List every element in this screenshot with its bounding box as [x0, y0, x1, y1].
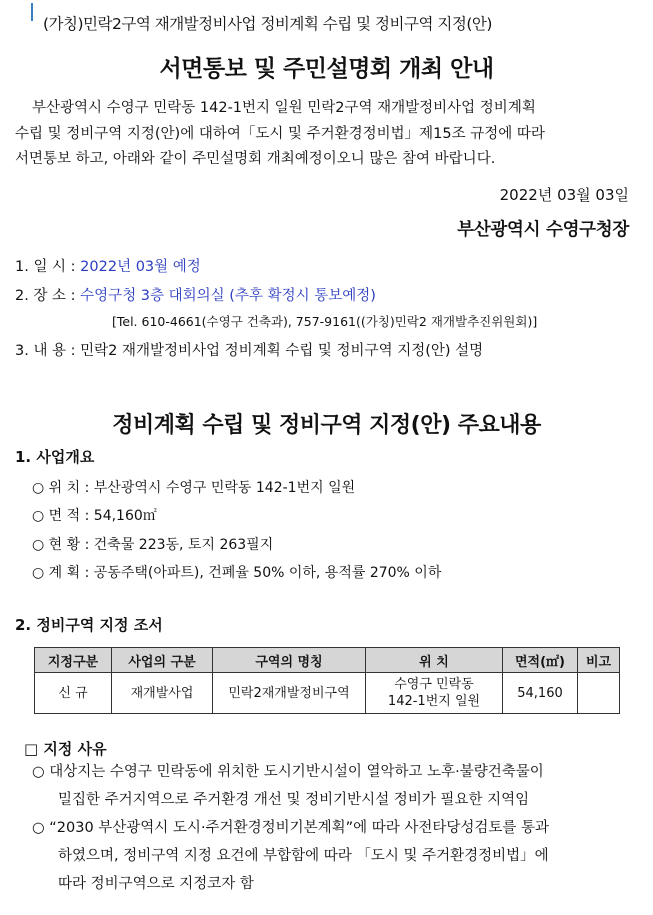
schedule-item-place — [15, 284, 376, 305]
schedule-item-content — [15, 339, 483, 360]
notice-body-line: 부산광역시 수영구 민락동 142-1번지 일원 민락2구역 재개발정비사업 정비계획 — [32, 100, 536, 116]
notice-date: 2022년 03월 03일 — [499, 186, 629, 204]
table-cell: 재개발사업 — [112, 673, 213, 714]
notice-body-line: 서면통보 하고, 아래와 같이 주민설명회 개최예정이오니 많은 참여 바랍니다. — [15, 151, 496, 167]
table-cell — [578, 673, 620, 714]
project-title: (가칭)민락2구역 재개발정비사업 정비계획 수립 및 정비구역 지정(안) — [43, 15, 492, 33]
schedule-value: 수영구청 3층 대회의실 (추후 확정시 통보예정) — [80, 288, 376, 304]
table-header-cell: 지정구분 — [35, 648, 112, 673]
location-line: 수영구 민락동 — [394, 677, 474, 692]
notice-body-line: 수립 및 정비구역 지정(안)에 대하여「도시 및 주거환경정비법」제15조 규정에 따라 — [15, 125, 545, 142]
overview-location: ○ 위 치 : 부산광역시 수영구 민락동 142-1번지 일원 — [32, 480, 356, 496]
schedule-value: 2022년 03월 예정 — [80, 259, 201, 275]
notice-issuer: 부산광역시 수영구청장 — [457, 220, 629, 240]
reason-line: ○ 대상지는 수영구 민락동에 위치한 도시기반시설이 열악하고 노후·불량건축물이 — [32, 764, 544, 780]
reason-heading: □ 지정 사유 — [24, 740, 107, 758]
table-header-row — [35, 648, 620, 673]
table-row — [35, 673, 620, 714]
schedule-contact-note: [Tel. 610-4661(수영구 건축과), 757-9161((가칭)민락2 재개발추진위원회)] — [112, 314, 538, 329]
overview-plan: ○ 계 획 : 공동주택(아파트), 건폐율 50% 이하, 용적률 270% 이하 — [32, 565, 442, 581]
table-header-cell: 위 치 — [366, 648, 503, 673]
table-cell: 54,160 — [503, 673, 578, 714]
table-heading: 2. 정비구역 지정 조서 — [15, 616, 163, 634]
schedule-label: 1. 일 시 : — [15, 259, 76, 275]
accent-bar — [31, 3, 33, 21]
schedule-label: 2. 장 소 : — [15, 288, 76, 304]
reason-line: 밀집한 주거지역으로 주거환경 개선 및 정비기반시설 정비가 필요한 지역임 — [58, 792, 530, 808]
schedule-item-datetime — [15, 255, 201, 276]
summary-title: 정비계획 수립 및 정비구역 지정(안) 주요내용 — [112, 413, 541, 438]
table-header-cell: 구역의 명칭 — [213, 648, 366, 673]
overview-heading: 1. 사업개요 — [15, 448, 95, 466]
schedule-label: 3. 내 용 : — [15, 343, 76, 359]
table-cell: 신 규 — [35, 673, 112, 714]
location-line: 142-1번지 일원 — [387, 694, 481, 709]
designation-table — [34, 647, 620, 714]
notice-body — [0, 96, 640, 173]
reason-line: 하였으며, 정비구역 지정 요건에 부합함에 따라 「도시 및 주거환경정비법」에 — [58, 848, 549, 864]
table-header-cell: 면적(㎡) — [503, 648, 578, 673]
reason-line: ○ “2030 부산광역시 도시·주거환경정비기본계획”에 따라 사전타당성검토를 통과 — [32, 820, 550, 836]
notice-title: 서면통보 및 주민설명회 개최 안내 — [159, 56, 494, 82]
table-cell-location — [366, 673, 503, 714]
overview-area: ○ 면 적 : 54,160㎡ — [32, 508, 157, 524]
table-cell: 민락2재개발정비구역 — [213, 673, 366, 714]
table-header-cell: 비고 — [578, 648, 620, 673]
overview-status: ○ 현 황 : 건축물 223동, 토지 263필지 — [32, 537, 274, 553]
reason-line: 따라 정비구역으로 지정코자 함 — [58, 876, 254, 892]
schedule-value: 민락2 재개발정비사업 정비계획 수립 및 정비구역 지정(안) 설명 — [80, 343, 484, 359]
table-header-cell: 사업의 구분 — [112, 648, 213, 673]
